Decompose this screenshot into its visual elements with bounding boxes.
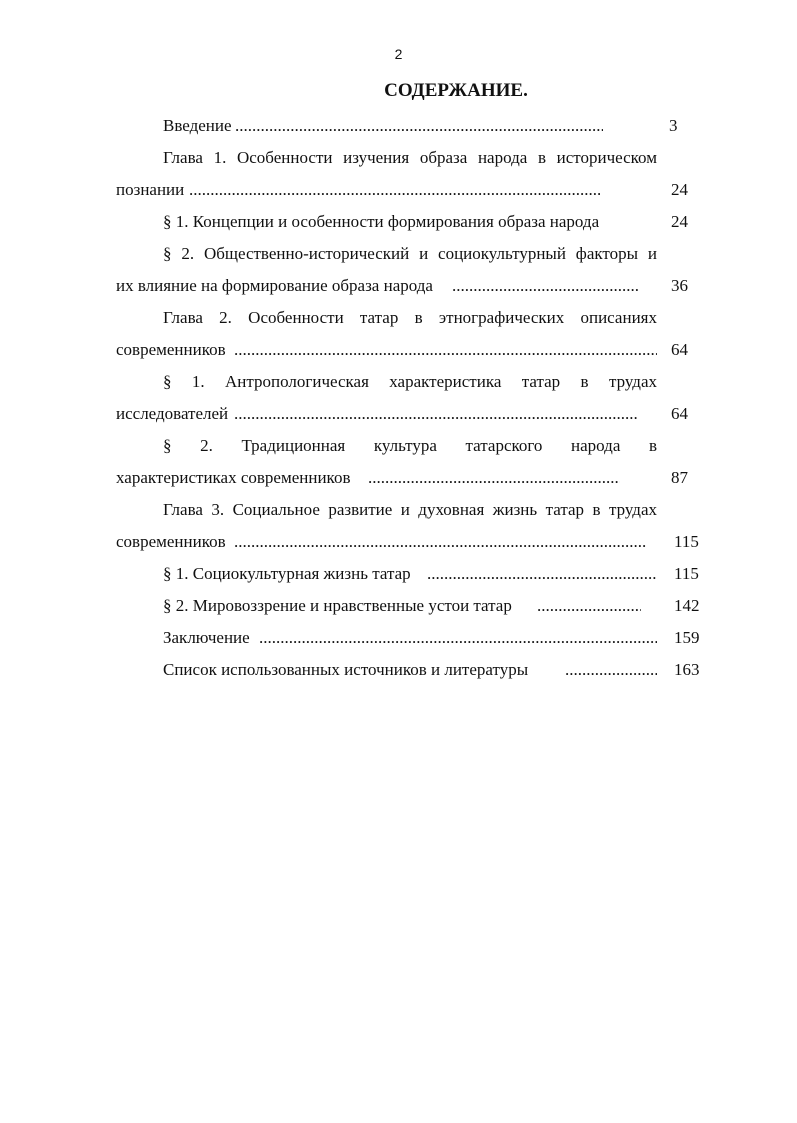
toc-entry-label: их влияние на формирование образа народа bbox=[116, 276, 433, 295]
dot-leader bbox=[427, 560, 657, 588]
dot-leader bbox=[565, 656, 657, 684]
dot-leader bbox=[368, 464, 620, 492]
toc-page-number: 163 bbox=[674, 660, 700, 679]
toc-page-number: 24 bbox=[671, 180, 688, 199]
toc-entry-ch3-section-1[interactable] bbox=[163, 560, 657, 588]
toc-entry-chapter-2[interactable]: Глава 2. Особенности татар в этнографических описаниях bbox=[163, 308, 657, 327]
toc-entry-label: Введение bbox=[163, 116, 232, 135]
toc-page-number: 115 bbox=[674, 564, 699, 583]
toc-entry-label: современников bbox=[116, 340, 226, 359]
toc-entry-label: познании bbox=[116, 180, 185, 199]
toc-entry-label: Список использованных источников и литературы bbox=[163, 660, 529, 679]
toc-page-number: 159 bbox=[674, 628, 700, 647]
toc-page-number: 36 bbox=[671, 276, 688, 295]
toc-entry-ch3-section-2[interactable] bbox=[163, 592, 641, 620]
toc-entry-ch1-section-2-cont bbox=[116, 272, 638, 300]
toc-entry-label: § 2. Мировоззрение и нравственные устои татар bbox=[163, 596, 512, 615]
toc-entry-conclusion[interactable] bbox=[163, 624, 657, 652]
dot-leader bbox=[235, 112, 603, 140]
dot-leader bbox=[234, 400, 638, 428]
page-title: СОДЕРЖАНИЕ. bbox=[384, 80, 528, 101]
toc-entry-label: Заключение bbox=[163, 628, 250, 647]
toc-entry-chapter-2-cont bbox=[116, 336, 657, 364]
toc-entry-label: исследователей bbox=[116, 404, 229, 423]
toc-entry-ch2-section-1-cont bbox=[116, 400, 638, 428]
toc-entry-ch2-section-2-cont bbox=[116, 464, 620, 492]
dot-leader bbox=[234, 528, 646, 556]
dot-leader bbox=[259, 624, 657, 652]
toc-entry-ch2-section-1[interactable]: § 1. Антропологическая характеристика татар в трудах bbox=[163, 372, 657, 391]
toc-entry-ch1-section-1[interactable]: § 1. Концепции и особенности формирования образа народа bbox=[163, 212, 600, 231]
toc-entry-chapter-3-cont bbox=[116, 528, 646, 556]
toc-page-number: 87 bbox=[671, 468, 688, 487]
toc-entry-ch2-section-2[interactable]: § 2. Традиционная культура татарского народа в bbox=[163, 436, 657, 455]
toc-page-number: 142 bbox=[674, 596, 700, 615]
toc-page-number: 64 bbox=[671, 404, 688, 423]
toc-page-number: 115 bbox=[674, 532, 699, 551]
toc-page-number: 24 bbox=[671, 212, 688, 231]
toc-entry-chapter-3[interactable]: Глава 3. Социальное развитие и духовная жизнь татар в трудах bbox=[163, 500, 657, 519]
toc-entry-sources[interactable] bbox=[163, 656, 657, 684]
toc-entry-ch1-section-2[interactable]: § 2. Общественно-исторический и социокультурный факторы и bbox=[163, 244, 657, 263]
toc-entry-label: современников bbox=[116, 532, 226, 551]
toc-entry-label: § 1. Социокультурная жизнь татар bbox=[163, 564, 411, 583]
toc-entry-chapter-1-cont bbox=[116, 176, 600, 204]
toc-entry-label: характеристиках современников bbox=[116, 468, 351, 487]
toc-page-number: 3 bbox=[669, 116, 678, 135]
page-number: 2 bbox=[394, 46, 403, 62]
toc-entry-intro[interactable] bbox=[163, 112, 603, 140]
toc-page-number: 64 bbox=[671, 340, 688, 359]
dot-leader bbox=[234, 336, 657, 364]
dot-leader bbox=[189, 176, 600, 204]
dot-leader bbox=[537, 592, 641, 620]
dot-leader bbox=[452, 272, 638, 300]
toc-entry-chapter-1[interactable]: Глава 1. Особенности изучения образа народа в историческом bbox=[163, 148, 657, 167]
